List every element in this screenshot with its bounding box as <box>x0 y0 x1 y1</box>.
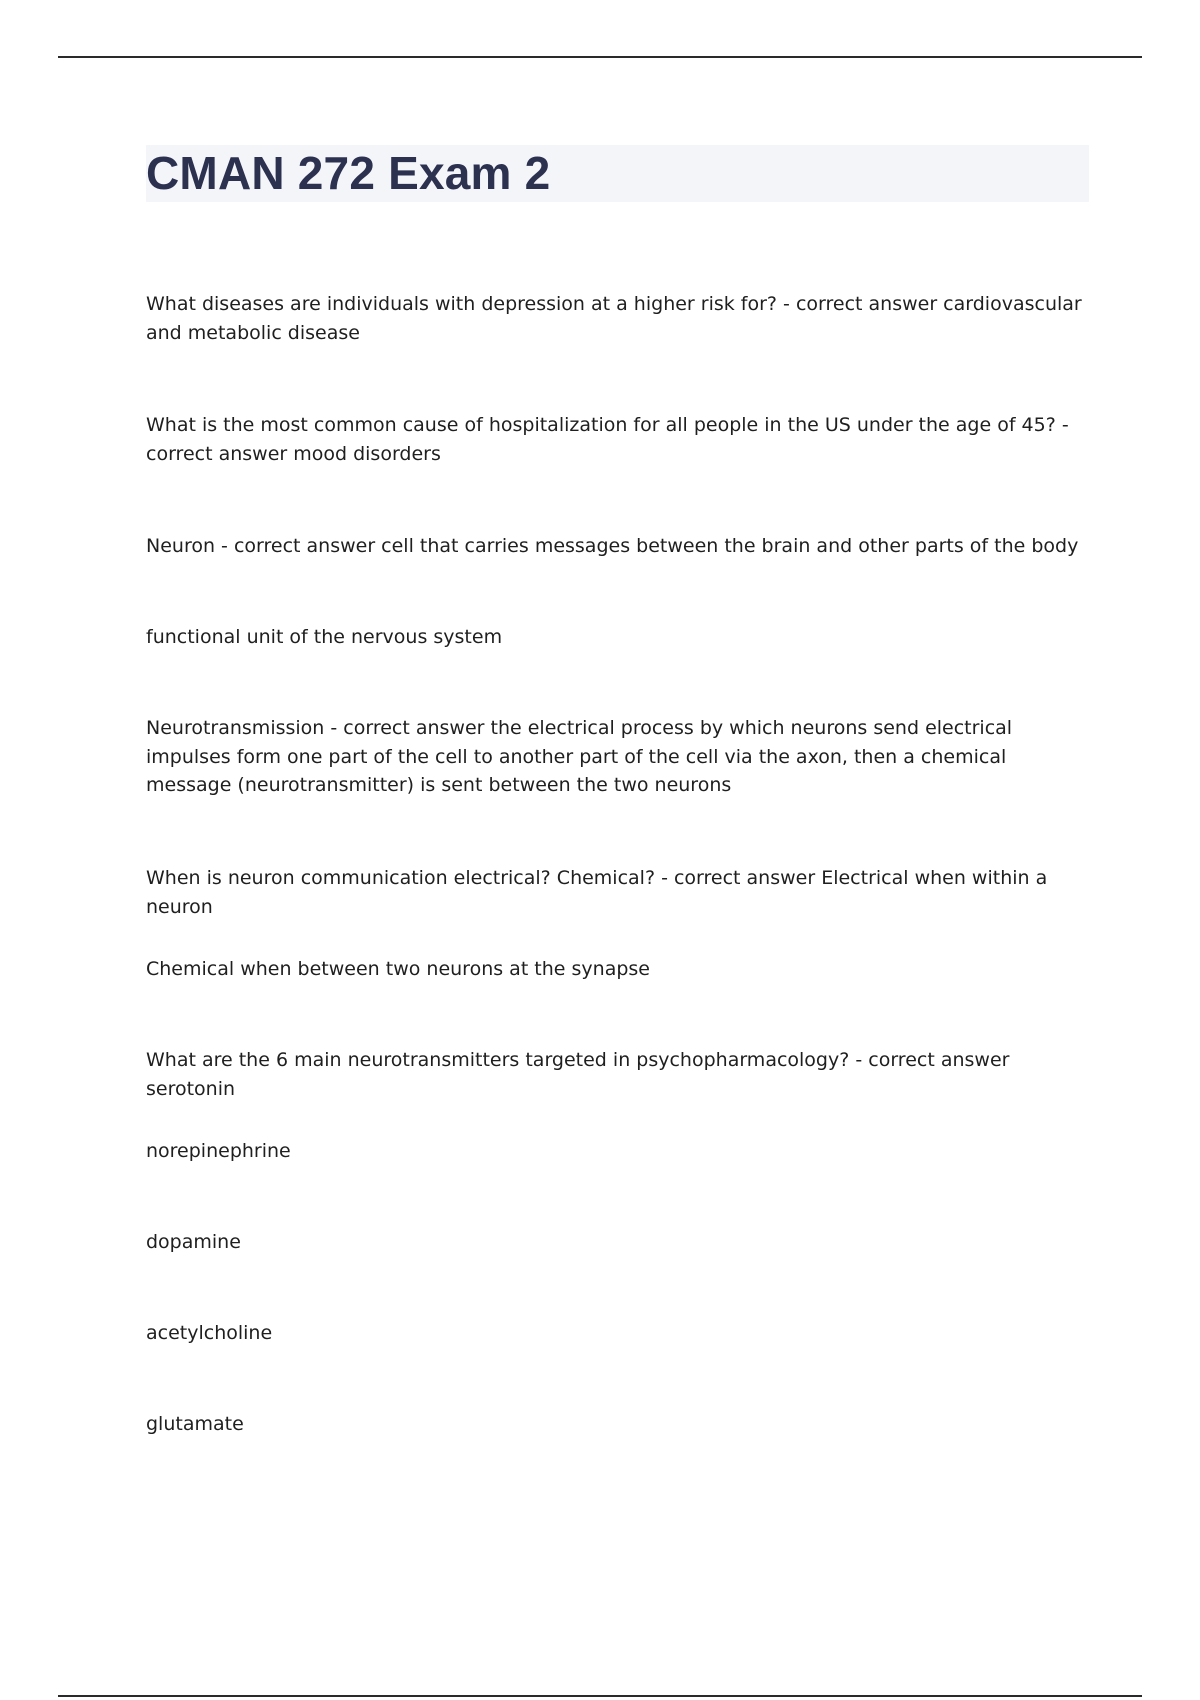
qa-paragraph: norepinephrine <box>146 1140 291 1162</box>
qa-paragraph: What are the 6 main neurotransmitters targeted in psychopharmacology? - correct answer serotonin <box>146 1049 1010 1100</box>
document-title: CMAN 272 Exam 2 <box>146 147 551 199</box>
qa-paragraph: When is neuron communication electrical? Chemical? - correct answer Electrical when within a neuron <box>146 867 1048 918</box>
qa-paragraph: Neurotransmission - correct answer the electrical process by which neurons send electrical impulses form one part of the cell to another part of the cell via the axon, then a chemical message (neurotransmitter) is sent between the two neurons <box>146 717 1013 796</box>
qa-paragraph: Neuron - correct answer cell that carries messages between the brain and other parts of the body <box>146 535 1079 557</box>
top-rule <box>58 56 1142 58</box>
qa-paragraph: Chemical when between two neurons at the synapse <box>146 958 651 980</box>
qa-paragraph: glutamate <box>146 1413 244 1435</box>
qa-paragraph: acetylcholine <box>146 1322 273 1344</box>
qa-paragraph: What diseases are individuals with depression at a higher risk for? - correct answer cardiovascular and metabolic disease <box>146 293 1082 344</box>
qa-paragraph: functional unit of the nervous system <box>146 626 503 648</box>
qa-paragraph: What is the most common cause of hospitalization for all people in the US under the age of 45? - correct answer mood disorders <box>146 414 1069 465</box>
bottom-rule <box>58 1695 1142 1697</box>
qa-paragraph: dopamine <box>146 1231 241 1253</box>
